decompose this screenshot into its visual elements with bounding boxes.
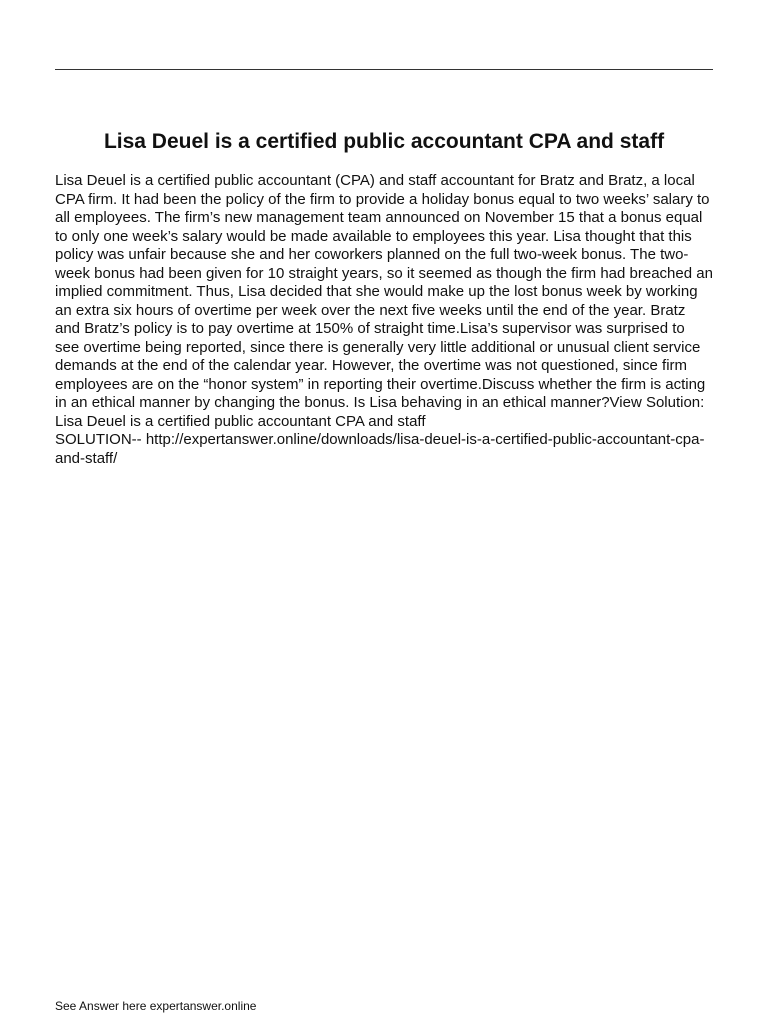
repeat-title-line: Lisa Deuel is a certified public accountant CPA and staff [55,412,426,430]
document-content [55,172,713,468]
footer-note: See Answer here expertanswer.online [55,999,257,1013]
body-paragraph: Lisa Deuel is a certified public accountant (CPA) and staff accountant for Bratz and Bratz, a local CPA firm. It had been the policy of the firm to provide a holiday bonus equal to two weeks’ salary to all employees. The firm’s new management team announced on November 15 that a bonus equal to only one week’s salary would be made available to employees this year. Lisa thought that this policy was unfair because she and her coworkers planned on the full two-week bonus. The two-week bonus had been given for 10 straight years, so it seemed as though the firm had breached an implied commitment. Thus, Lisa decided that she would make up the lost bonus week by working an extra six hours of overtime per week over the next five weeks until the end of the year. Bratz and Bratz’s policy is to pay overtime at 150% of straight time.Lisa’s supervisor was surprised to see overtime being reported, since there is generally very little additional or unusual client service demands at the end of the calendar year. However, the overtime was not questioned, since firm employees are on the “honor system” in reporting their overtime.Discuss whether the firm is acting in an ethical manner by changing the bonus. Is Lisa behaving in an ethical manner?View Solution: [55,172,713,411]
top-divider [55,69,713,70]
solution-prefix: SOLUTION-- [55,431,146,448]
document-title: Lisa Deuel is a certified public accountant CPA and staff [103,130,665,153]
solution-line [55,431,713,468]
solution-link[interactable]: http://expertanswer.online/downloads/lisa-deuel-is-a-certified-public-accountant-cpa-and-staff/ [55,431,705,467]
